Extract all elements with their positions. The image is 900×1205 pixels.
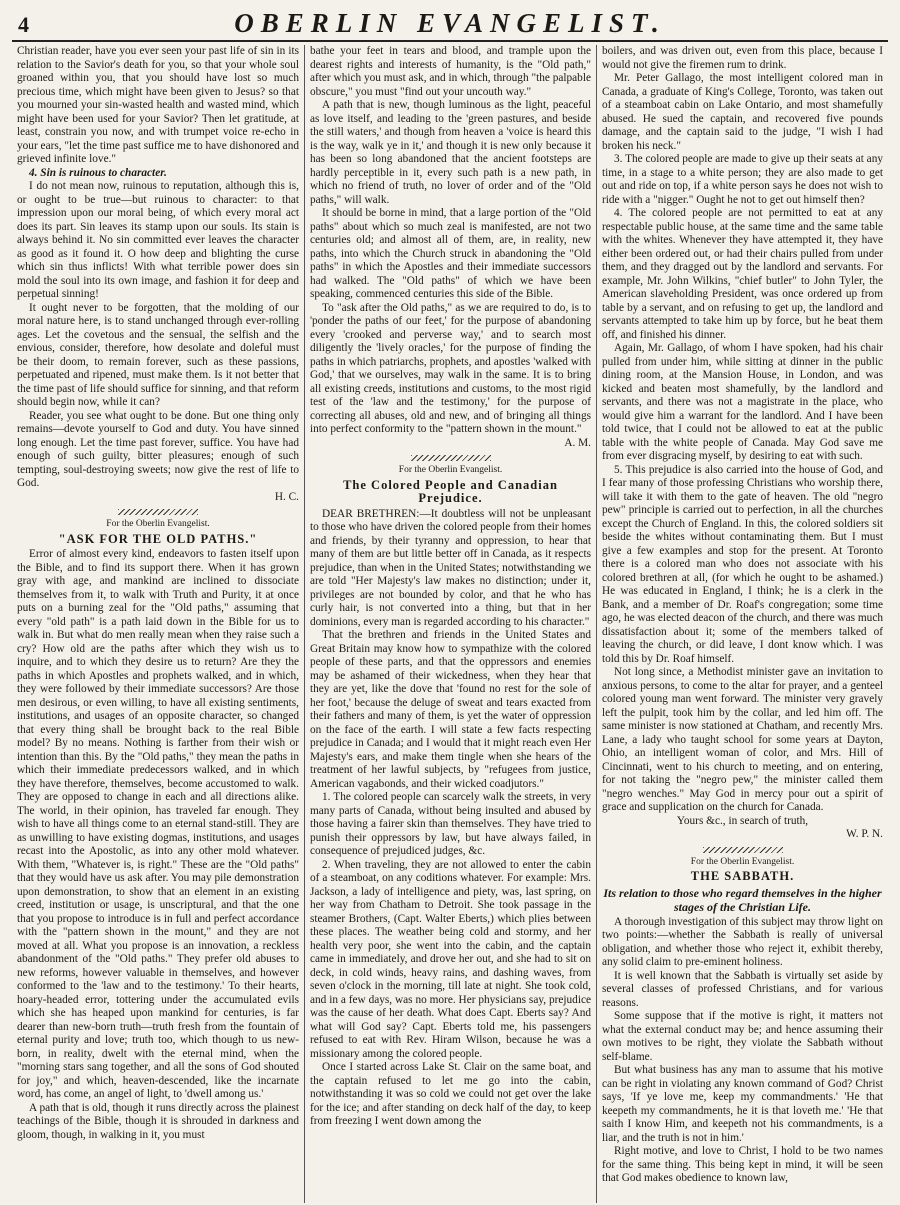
article-heading: THE SABBATH. [690,869,795,883]
section-divider [118,509,198,515]
article-paragraph: I do not mean now, ruinous to reputation, although this is, or ought to be true—but ruinous to character: to that impression upon our moral being, of which every moral act does its part. Sin leaves its stamp upon our souls. Its stain is always behind it. No sin committed ever leaves the character as good as it found it. O how deep and blighting the curse which sin thus inflicts! With what terrible power does sin mold the soul into its own image, and fashion it for deep and perpetual sinning! [17,180,299,300]
byline-label: For the Oberlin Evangelist. [690,856,795,867]
article-paragraph: Some suppose that if the motive is right, it matters not what the external conduct may be; and hence assuming their own motives to be right, they violate the Sabbath without self-blame. [602,1010,883,1063]
article-paragraph: Not long since, a Methodist minister gave an invitation to anxious persons, to come to the altar for prayer, and a genteel colored young man went forward. The minister very gravely left the pulpit, took him by the collar, and led him off. The same minister is now stationed at Chatham, and recently Mrs. Lane, a lady who taught school for some years at Dayton, Ohio, an intelligent woman of color, and Mrs. Hill of Cincinnati, went to his church to meeting, and on entering, for not taking the "negro pew," the minister called them "negro wenches." May God in mercy pour out a spirit of grace and supplication on the church for Canada. [602,666,883,813]
article-paragraph: boilers, and was driven out, even from this place, because I would not give the firemen rum to drink. [602,45,883,71]
article-paragraph: A thorough investigation of this subject may throw light on two points:—whether the Sabbath is really of universal obligation, and whether those who reject it, exhibit thereby, any solid claim to pre-eminent holiness. [602,915,883,968]
byline-label: For the Oberlin Evangelist. [398,465,503,475]
author-signature: H. C. [274,490,299,503]
article-paragraph: 3. The colored people are made to give up their seats at any time, in a stage to a white person; they are also made to get out and ride on top, if a white person says he does not wish to ride with a "nigger." Ought he not to get out himself then? [602,153,883,206]
article-paragraph: Reader, you see what ought to be done. But one thing only remains—devote yourself to God and duty. You have sinned long enough. Let the time past forever, suffice. You have had enough of such guilty, bitter pleasures; enough of such tempting, soul-destroying sweets; now give the rest of life to God. [17,409,299,489]
author-signature: A. M. [564,436,591,449]
article-paragraph: Once I started across Lake St. Clair on the same boat, and the captain refused to let me go into the cabin, notwithstanding it was so cold we could not get over the lake for the ice; and after standing on deck half of the day, to keep from freezing I went down among the [310,1061,591,1127]
article-paragraph: 4. The colored people are not permitted to eat at any respectable public house, at the same time and the same table with the whites. Whenever they have attempted it, they have either been ordered out, or had their chairs pulled from under them, and they dragged out by the landlord and servants. For example, Mr. John Wilkins, "chief butler" to John Tyler, the American slaveholding President, was once ordered up from table by a servant, and on refusing to get up, the landlord and servants attempted to take him up by force, but he beat them off, and finished his dinner. [602,207,883,341]
article-paragraph: Error of almost every kind, endeavors to fasten itself upon the Bible, and to find its support there. When it has grown gray with age, and mankind are inclined to dissociate themselves from it, to walk with Truth and Purity, it at once puts on a burning zeal for the "Old paths," assuming that every "old path" is a path laid down in the Bible for us to walk in. But what do men really mean when they raise such a cry? How old are the paths after which they wish us to inquire, and to which they desire us to return? Are they the paths in which Apostles and prophets walked, and in which, they were followed by their immediate successors? Are those men desirous, or even willing, to have all existing sentiments, institutions, and usages of an opposite character, so changed that every thing shall be brought back to the real Bible model? By no means. Nothing is farther from their wish or intention than this. By the "Old paths," they mean the paths in which their immediate predecessors walked, and in which they have therefore, themselves, become accustomed to walk. They are opposed to change in each and all directions alike. The world, in their opinion, has traveled far enough. They wish to have all things come to an eternal stand-still. They are as unwilling to have existing dogmas, institutions, and usages recast into the Apostolic, as into any other mold whatever. With them, "Whatever is, is right." These are the "Old paths" that they would have us ask after. You may pile demonstration upon demonstration, to show that an element in an existing creed, institution or usage, is unscriptural, and that the one that you propose to introduce is in full and perfect accordance with the "pattern shown in the mount," and they are not moved at all. What you propose is an innovation, a reckless abandonment of the "Old paths." They prefer old abuses to new reforms, however valuable in themselves, and however conformed to the 'law and to the testimony.' To their hearts, hoary-headed error, tottering under the accumulated evils which she has heaped upon mankind for centuries, is far dearer than new-born truth—truth fresh from the fountain of eternal purity and love; truth too, which though to us new-born, in reality, dwelt with the eternal mind, when the "morning stars sang together, and all the sons of God shouted for joy," and which, heaven-descended, like the incarnate word, has come, an angel of light, to 'dwell among us.' [17,548,299,1100]
column-3 [596,45,888,1203]
article-heading: "ASK FOR THE OLD PATHS." [58,531,258,546]
column-2 [304,45,596,1203]
article-paragraph: bathe your feet in tears and blood, and trample upon the dearest rights and interests of humanity, is the "Old path," after which you must ask, and in which, through "the palpable obscure," you must "find out your uncouth way." [310,45,591,98]
article-paragraph: Right motive, and love to Christ, I hold to be two names for the same thing. This being kept in mind, it will be seen that God makes obedience to known law, [602,1145,883,1184]
letter-closing: Yours &c., in search of truth, [676,814,809,827]
section-divider [411,455,491,461]
article-columns [12,45,888,1203]
section-divider [703,847,783,853]
section-subheading: 4. Sin is ruinous to character. [29,166,167,179]
article-paragraph: 1. The colored people can scarcely walk the streets, in very many parts of Canada, without being insulted and abused by those having a fairer skin than themselves. They have tried to punish their oppressors by law, but have always failed, in consequence of prejudiced judges, &c. [310,791,591,857]
article-paragraph: A path that is new, though luminous as the light, peaceful as love itself, and leading to the 'green pastures, and beside the still waters,' and though from heaven a 'voice is heard this is the way, walk ye in it,' and though it is new only because it has been so long abandoned that the ancient footsteps are hardly perceptible in it, every such path is a new path, in which no friend of truth, no lover of order and of the "Old paths," will walk. [310,99,591,206]
article-paragraph: But what business has any man to assume that his motive can be right in violating any known command of God? Christ says, 'If ye love me, keep my commandments.' 'He that keepeth my commandments, he it is that loveth me.' 'He that saith I know Him, and keepeth not his commandments, is a liar, and the truth is not in him.' [602,1064,883,1144]
newspaper-title: OBERLIN EVANGELIST. [234,8,666,38]
article-paragraph: 5. This prejudice is also carried into the house of God, and I fear many of those professing Christians who worship there, will take it with them to the gate of heaven. The old "negro pew" principle is carried out to perfection, in all the churches except the Church of England. In this, the colored soldiers sit beside the whites without contaminating them. But I must give a few examples and stop for the present. At Toronto there is a colored man who does not associate with his colored brethren at all, (for which he ought to be ashamed.) He was educated in England, I think; he is a clerk in the Bank, and a member of Dr. Roaf's congregation; some time ago, he was elected deacon of the church, and there was much dissatisfaction about it; some of the members talked of leaving the church, or did leave, I dont know which. I was told this by Dr. Roaf himself. [602,463,883,665]
column-1 [12,45,304,1203]
article-paragraph: It is well known that the Sabbath is virtually set aside by several classes of professed Christians, and for various reasons. [602,969,883,1009]
article-subheading: Its relation to those who regard themselves in the higher stages of the Christian Life. [603,885,882,914]
author-signature: W. P. N. [846,828,883,840]
article-paragraph: That the brethren and friends in the United States and Great Britain may know how to sympathize with the colored people of these parts, and that the oppressors and enemies may be ashamed of their wickedness, when they hear that they are yet, like the dove that 'found no rest for the sole of her foot,' because the deluge of sweat and tears exacted from their fathers and many of them, is yet the water of oppression on the face of the earth. I will state a few facts respecting prejudice in Canada; and I would that it might reach even Her Majesty's ears, and make them tingle when she hears of the treatment of her lawful subjects, by "refugees from justice, American vagabonds, and their wicked coadjutors." [310,629,591,790]
article-paragraph: It ought never to be forgotten, that the molding of our moral nature here, is to stand unchanged through ever-rolling ages. Let the covetous and the sensual, the selfish and the envious, consider, therefore, how desolate and doleful must be their doom, to remain forever, such as these passions, perpetuated and ripened, must make them. Is it not better that the time past of life should suffice for sinning, and that reform should begin now, while it can? [17,301,299,408]
article-paragraph: A path that is old, though it runs directly across the plainest teachings of the Bible, though it is shrouded in darkness and gloom, though, in walking in it, you must [17,1101,299,1141]
article-paragraph: 2. When traveling, they are not allowed to enter the cabin of a steamboat, on any coditions whatever. For example: Mrs. Jackson, a lady of intelligence and piety, was, last spring, on her way from Chatham to Detroit. She took passage in the steamer Brothers, (Capt. Walter Eberts,) which plies between these places. The weather being cold and stormy, and her health very poor, she went into the cabin, and the captain came in immediately, and drove her out, and she had to sit on deck, in cold winds, heavy rains, and dashing waves, from seven o'clock in the morning, till late at night. She took cold, and in a few days, was no more. Her physicians say, prejudice was the cause of her death. What does Capt. Eberts say? And what will God say? Capt. Eberts told me, his passengers refused to eat with Rev. Hiram Wilson, because he was a missionary among the colored people. [310,858,591,1060]
byline-label: For the Oberlin Evangelist. [106,519,210,529]
masthead [12,6,888,42]
article-paragraph: Again, Mr. Gallago, of whom I have spoken, had his chair pulled from under him, while sitting at dinner in the public dining room, at the Mansion House, in London, and was kicked and beaten most shamefully, by the landlord and servants, and there was not a magistrate in the place, who would give him a warrant for the landlord. And I have been told twice, that I could not be allowed to eat at the public table with the white people of Canada. May God save me from ever disgracing myself, by desiring to eat with such. [602,342,883,462]
page-number: 4 [18,12,29,37]
article-heading: The Colored People and Canadian Prejudice. [343,477,558,505]
article-paragraph: It should be borne in mind, that a large portion of the "Old paths" about which so much zeal is manifested, are not two centuries old; and almost all of them, are, in reality, new paths, into which the Church struck in abandoning the "Old paths" in which the Apostles and their immediate successors had walked. The "Old paths" of which we have been speaking, commenced centuries this side of the Bible. [310,207,591,300]
article-paragraph: Mr. Peter Gallago, the most intelligent colored man in Canada, a graduate of King's College, Toronto, was taken out of a steamboat cabin on Lake Ontario, and most shamefully abused. He sued the captain, and recovered five pounds damage, and the captain said to the judge, "I wish I had broken his neck." [602,72,883,152]
article-paragraph: Christian reader, have you ever seen your past life of sin in its relation to the Savior's death for you, so that your whole soul groaned within you, that you should have lost so much precious time, which might have been given to Jesus? so that you mourned your sin-wasted health and wasted mind, which might have been used for your Savior? Then let gratitude, at least, constrain you now, and with trumpet voice re-echo in your ears, "let the time past suffice me to have dishonored and grieved infinite love." [17,45,299,165]
article-paragraph: DEAR BRETHREN:—It doubtless will not be unpleasant to those who have driven the colored people from their homes and friends, by their tyranny and oppression, to hear that many of them are but little better off in Canada, as it respects prejudice, than when in the United States; notwithstanding we are told "Her Majesty's law makes no distinction; under it, privileges are not bounded by color, and that he who has curly hair, is not converted into a thing, but that in her dominions, every man is regarded according to his character." [310,507,591,628]
article-paragraph: To "ask after the Old paths," as we are required to do, is to 'ponder the paths of our feet,' for the purpose of abandoning every 'crooked and perverse way,' and to search most diligently the 'lively oracles,' for the purpose of finding the paths in which patriarchs, prophets, and apostles 'walked with God,' that we ourselves, may walk in the same. It is to bring all existing creeds, institutions and customs, to the most rigid test of the 'law and the testimony,' for the purpose of correcting all abuses, old and new, and of bringing all things into perfect conformity to the "pattern shown in the mount." [310,301,591,435]
